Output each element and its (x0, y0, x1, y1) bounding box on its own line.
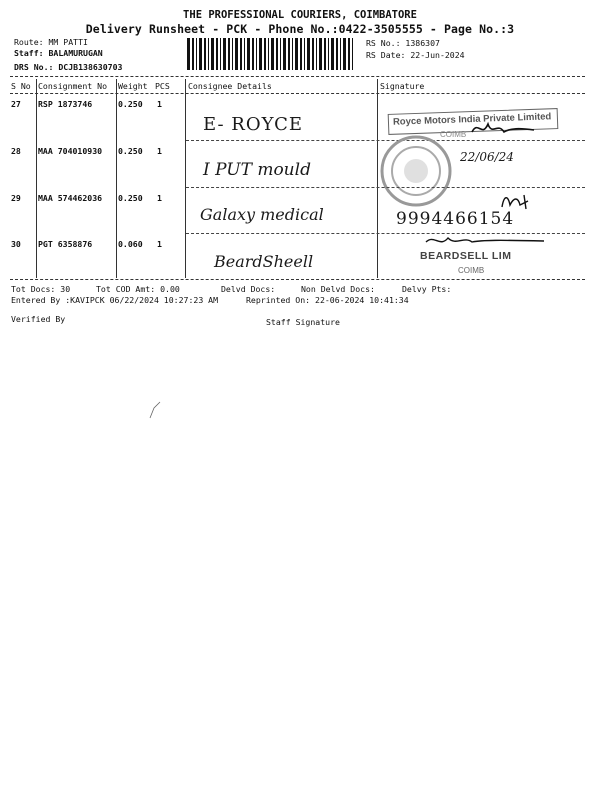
row-weight: 0.250 (118, 146, 143, 156)
rs-number: RS No.: 1386307 (366, 38, 440, 48)
col-divider (116, 79, 117, 278)
col-weight: Weight (118, 81, 148, 91)
staff-label: Staff: BALAMURUGAN (14, 48, 103, 58)
pen-mark (148, 400, 168, 420)
stamp-city: COIMB (440, 130, 467, 139)
company-stamp: BEARDSELL LIM (420, 250, 512, 262)
stamp-city: COIMB (458, 266, 485, 275)
delivery-points: Delvy Pts: (402, 284, 452, 294)
total-docs: Tot Docs: 30 (11, 284, 71, 294)
signature-scribble (498, 191, 538, 211)
consignee-handwriting: BeardSheell (214, 252, 314, 271)
barcode (187, 38, 355, 70)
total-cod: Tot COD Amt: 0.00 (96, 284, 180, 294)
row-pcs: 1 (157, 99, 162, 109)
col-pcs: PCS (155, 81, 170, 91)
row-sno: 28 (11, 146, 21, 156)
row-sno: 29 (11, 193, 21, 203)
row-consignment: MAA 704010930 (38, 146, 103, 156)
row-consignment: PGT 6358876 (38, 239, 93, 249)
row-pcs: 1 (157, 193, 162, 203)
col-sno: S No (11, 81, 31, 91)
drs-number: DRS No.: DCJB138630703 (14, 62, 123, 72)
header-bottom-rule (10, 93, 585, 94)
consignee-handwriting: Galaxy medical (200, 205, 324, 224)
row-consignment: MAA 574462036 (38, 193, 103, 203)
verified-by: Verified By (11, 314, 66, 324)
non-delivered-docs: Non Delvd Docs: (301, 284, 375, 294)
row-sno: 30 (11, 239, 21, 249)
entered-by: Entered By :KAVIPCK 06/22/2024 10:27:23 AM (11, 295, 219, 305)
consignee-handwriting: I PUT mould (203, 160, 311, 180)
row-weight: 0.250 (118, 99, 143, 109)
route-label: Route: MM PATTI (14, 37, 88, 47)
col-consignee: Consignee Details (188, 81, 272, 91)
consignee-handwriting: E- ROYCE (203, 114, 304, 135)
row-pcs: 1 (157, 239, 162, 249)
row-sno: 27 (11, 99, 21, 109)
row-consignment: RSP 1873746 (38, 99, 93, 109)
table-bottom-rule (10, 279, 585, 280)
row-pcs: 1 (157, 146, 162, 156)
delivered-docs: Delvd Docs: (221, 284, 276, 294)
runsheet-subtitle: Delivery Runsheet - PCK - Phone No.:0422-3505555 - Page No.:3 (85, 22, 515, 36)
col-divider (185, 79, 186, 278)
row-divider (186, 187, 585, 188)
reprinted-on: Reprinted On: 22-06-2024 10:41:34 (246, 295, 409, 305)
staff-signature-label: Staff Signature (266, 317, 340, 327)
col-signature: Signature (380, 81, 425, 91)
row-weight: 0.060 (118, 239, 143, 249)
row-weight: 0.250 (118, 193, 143, 203)
col-divider (36, 79, 37, 278)
handwritten-phone: 9994466154 (396, 209, 515, 229)
signature-scribble (420, 232, 550, 250)
rs-date: RS Date: 22-Jun-2024 (366, 50, 465, 60)
round-seal (372, 130, 460, 212)
col-consignment: Consignment No (38, 81, 108, 91)
table-top-rule (10, 76, 585, 77)
stamp-text: Royce Motors India Private Limited (392, 111, 552, 128)
company-title: THE PROFESSIONAL COURIERS, COIMBATORE (183, 9, 417, 21)
handwritten-date: 22/06/24 (460, 150, 514, 164)
signature-scribble (468, 118, 538, 140)
